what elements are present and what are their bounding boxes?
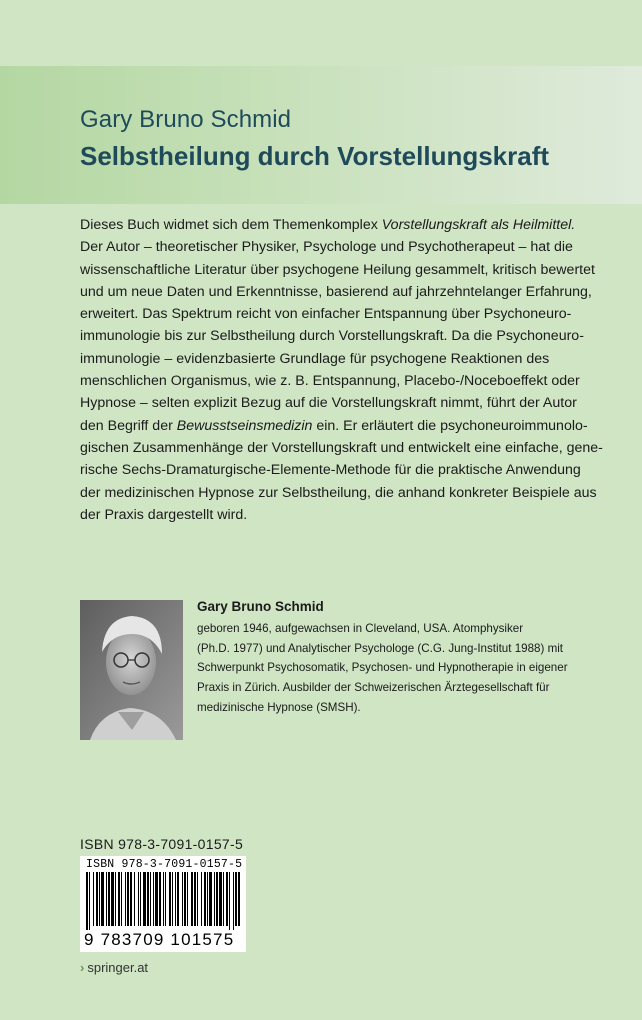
blurb-line: Hypnose – selten explizit Bezug auf die Vorstellungskraft nimmt, führt der Autor	[80, 395, 577, 412]
barcode-bar	[201, 872, 202, 926]
barcode-bar	[134, 872, 135, 926]
barcode-bar	[177, 872, 179, 926]
bio-line: Praxis in Zürich. Ausbilder der Schweizerischen Ärztegesellschaft für	[197, 681, 550, 695]
blurb-line: und um neue Daten und Erkenntnisse, basierend auf jahrzehntelanger Erfahrung,	[80, 283, 592, 300]
publisher-label: springer.at	[87, 960, 149, 975]
barcode-bar	[108, 872, 110, 926]
barcode-bar	[93, 872, 94, 926]
barcode-bar	[238, 872, 240, 926]
cover-author: Gary Bruno Schmid	[80, 106, 292, 133]
barcode-bar	[159, 872, 161, 926]
barcode-bar	[175, 872, 176, 926]
blurb-line: menschlichen Organismus, wie z. B. Entspannung, Placebo-/Noceboeffekt oder	[80, 373, 580, 390]
barcode-bar	[86, 872, 88, 930]
blurb-line: immunologie – evidenzbasierte Grundlage für psychogene Reaktionen des	[80, 350, 550, 367]
barcode-bar	[223, 872, 224, 926]
barcode-bar	[138, 872, 139, 926]
book-title: Selbstheilung durch Vorstellungskraft	[80, 141, 550, 171]
blurb-line: wissenschaftliche Literatur über psychogene Heilung gesammelt, kritisch bewertet	[80, 261, 595, 278]
blurb-line: der Praxis dargestellt wird.	[80, 506, 248, 523]
barcode-bar	[140, 872, 141, 926]
blurb-line	[80, 415, 588, 437]
author-portrait-image	[80, 600, 183, 740]
author-photo	[80, 600, 183, 740]
barcode-bar	[155, 872, 158, 926]
blurb-line: immunologie bis zur Selbstheilung durch Vorstellungskraft. Da die Psychoneuro-	[80, 328, 584, 345]
barcode-digits: 9 783709 101575	[84, 930, 235, 949]
blurb-line	[80, 214, 576, 236]
bio-line: geboren 1946, aufgewachsen in Cleveland, USA. Atomphysiker	[197, 622, 524, 635]
publisher-link[interactable]	[80, 960, 148, 975]
blurb-text: ein. Er erläutert die psychoneuroimmunolo-	[312, 417, 588, 434]
barcode-bar	[165, 872, 166, 926]
blurb-text: Dieses Buch widmet sich dem Themenkomplex	[80, 217, 382, 233]
blurb-emphasis: Bewusstseinsmedizin	[176, 417, 313, 434]
book-description	[80, 214, 603, 526]
blurb-line: gischen Zusammenhänge der Vorstellungskraft und entwickelt eine einfache, gene-	[80, 439, 603, 456]
barcode-bar	[204, 872, 206, 926]
barcode-bar	[169, 872, 171, 926]
barcode-bar	[197, 872, 198, 926]
bio-line: Schwerpunkt Psychosomatik, Psychosen- und Hypnotherapie in eigener	[197, 661, 568, 675]
chevron-right-icon: ›	[80, 960, 85, 975]
barcode-bar	[121, 872, 122, 926]
barcode-bar	[130, 872, 132, 926]
barcode-bar	[209, 872, 212, 926]
blurb-line: der medizinischen Hypnose zur Selbstheilung, die anhand konkreter Beispiele aus	[80, 484, 597, 501]
barcode-bar	[99, 872, 100, 926]
barcode-bar	[219, 872, 222, 926]
barcode-bar	[235, 872, 237, 926]
barcode-bar	[111, 872, 114, 926]
barcode-bar	[125, 872, 126, 926]
author-biography	[197, 619, 607, 718]
barcode-bar	[226, 872, 228, 926]
barcode-bar	[191, 872, 193, 926]
barcode-bar	[150, 872, 151, 926]
barcode-bar	[172, 872, 173, 926]
barcode-bar	[207, 872, 208, 926]
title-band	[0, 66, 642, 204]
barcode-bar	[229, 872, 230, 930]
barcode-bar	[147, 872, 149, 926]
blurb-line: Der Autor – theoretischer Physiker, Psychologe und Psychotherapeut – hat die	[80, 239, 573, 256]
blurb-line: rische Sechs-Dramaturgische-Elemente-Methode für die praktische Anwendung	[80, 462, 581, 479]
barcode-bar	[163, 872, 164, 926]
barcode-bar	[106, 872, 107, 926]
blurb-emphasis: Vorstellungskraft als Heilmittel.	[381, 217, 576, 233]
barcode-bar	[101, 872, 104, 926]
blurb-text: den Begriff der	[80, 417, 177, 434]
bio-author-name: Gary Bruno Schmid	[197, 599, 324, 614]
barcode-bar	[143, 872, 146, 926]
barcode-bar	[96, 872, 98, 926]
blurb-line: erweitert. Das Spektrum reicht von einfacher Entspannung über Psychoneuro-	[80, 306, 572, 323]
barcode-bar	[214, 872, 215, 926]
barcode-bar	[127, 872, 129, 926]
barcode-bar	[216, 872, 218, 926]
barcode-bar	[115, 872, 116, 926]
bio-line: (Ph.D. 1977) und Analytischer Psychologe (C.G. Jung-Institut 1988) mit	[197, 641, 564, 655]
barcode-bar	[233, 872, 234, 930]
bio-line: medizinische Hypnose (SMSH).	[197, 700, 361, 714]
isbn-label: ISBN 978-3-7091-0157-5	[80, 836, 244, 852]
barcode	[80, 856, 246, 952]
barcode-bar	[89, 872, 90, 930]
barcode-bar	[184, 872, 186, 926]
barcode-bars	[80, 872, 246, 932]
barcode-bar	[118, 872, 120, 926]
barcode-bar	[194, 872, 196, 926]
barcode-bar	[187, 872, 188, 926]
barcode-bar	[153, 872, 154, 926]
barcode-isbn: ISBN 978-3-7091-0157-5	[86, 858, 243, 871]
barcode-bar	[182, 872, 183, 926]
